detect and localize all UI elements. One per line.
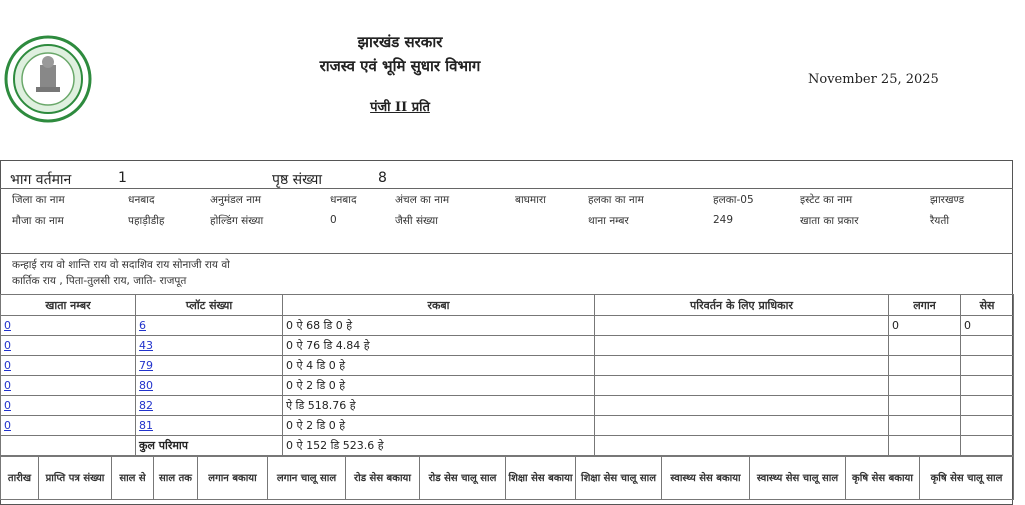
col-health-current: स्वास्थ्य सेस चालू साल bbox=[750, 457, 846, 500]
col-pradhikar: परिवर्तन के लिए प्राधिकार bbox=[595, 295, 889, 316]
col-lagan: लगान bbox=[889, 295, 961, 316]
total-rakba: 0 ऐ 152 डि 523.6 हे bbox=[283, 436, 595, 456]
pradhikar-cell bbox=[595, 356, 889, 376]
bhag-value: 1 bbox=[118, 170, 127, 186]
plot-link[interactable]: 6 bbox=[139, 319, 146, 332]
total-label: कुल परिमाप bbox=[136, 436, 283, 456]
khata-link[interactable]: 0 bbox=[4, 319, 11, 332]
holding-label: होल्डिंग संख्या bbox=[210, 215, 264, 227]
ses-cell bbox=[961, 416, 1014, 436]
plot-link[interactable]: 79 bbox=[139, 359, 153, 372]
total-row bbox=[1, 436, 1014, 456]
plot-link[interactable]: 43 bbox=[139, 339, 153, 352]
khata-table bbox=[0, 294, 1014, 456]
ses-cell bbox=[961, 376, 1014, 396]
pradhikar-cell bbox=[595, 416, 889, 436]
page-value: 8 bbox=[378, 170, 387, 186]
rakba-cell: ऐ डि 518.76 हे bbox=[283, 396, 595, 416]
lagan-cell bbox=[889, 336, 961, 356]
bhag-label: भाग वर्तमान bbox=[10, 172, 72, 188]
rakba-cell: 0 ऐ 4 डि 0 हे bbox=[283, 356, 595, 376]
subdivision-value: धनबाद bbox=[330, 194, 357, 206]
estate-value: झारखण्ड bbox=[930, 194, 965, 206]
table-row bbox=[1, 416, 1014, 436]
table-header-row bbox=[1, 295, 1014, 316]
thana-label: थाना नम्बर bbox=[588, 215, 629, 227]
ses-cell bbox=[961, 336, 1014, 356]
col-year-to: साल तक bbox=[154, 457, 198, 500]
plot-link[interactable]: 80 bbox=[139, 379, 153, 392]
table-row bbox=[1, 396, 1014, 416]
khata-link[interactable]: 0 bbox=[4, 339, 11, 352]
lagan-cell bbox=[889, 416, 961, 436]
col-lagan-dues: लगान बकाया bbox=[198, 457, 268, 500]
khata-link[interactable]: 0 bbox=[4, 359, 11, 372]
khata-type-label: खाता का प्रकार bbox=[800, 215, 859, 227]
jaisi-label: जैसी संख्या bbox=[395, 215, 438, 227]
pradhikar-cell bbox=[595, 316, 889, 336]
lagan-cell bbox=[889, 376, 961, 396]
rakba-cell: 0 ऐ 2 डि 0 हे bbox=[283, 416, 595, 436]
report-date: November 25, 2025 bbox=[808, 72, 939, 87]
circle-label: अंचल का नाम bbox=[395, 194, 450, 206]
dues-header-row bbox=[1, 457, 1014, 500]
dues-table bbox=[0, 456, 1014, 500]
pradhikar-cell bbox=[595, 336, 889, 356]
rakba-cell: 0 ऐ 2 डि 0 हे bbox=[283, 376, 595, 396]
rakba-cell: 0 ऐ 76 डि 4.84 हे bbox=[283, 336, 595, 356]
khata-type-value: रैयती bbox=[930, 215, 950, 227]
ses-cell: 0 bbox=[961, 316, 1014, 336]
table-row bbox=[1, 316, 1014, 336]
col-agri-current: कृषि सेस चालू साल bbox=[920, 457, 1014, 500]
document-title: पंजी II प्रति bbox=[370, 100, 430, 115]
khata-link[interactable]: 0 bbox=[4, 399, 11, 412]
estate-label: इस्टेट का नाम bbox=[800, 194, 853, 206]
table-row bbox=[1, 336, 1014, 356]
owner-line-2: कार्तिक राय , पिता-तुलसी राय, जाति- राजपूत bbox=[12, 275, 187, 287]
col-khata: खाता नम्बर bbox=[1, 295, 136, 316]
district-value: धनबाद bbox=[128, 194, 155, 206]
col-edu-current: शिक्षा सेस चालू साल bbox=[576, 457, 662, 500]
halka-label: हलका का नाम bbox=[588, 194, 644, 206]
col-edu-dues: शिक्षा सेस बकाया bbox=[506, 457, 576, 500]
col-tarikh: तारीख bbox=[1, 457, 39, 500]
lagan-cell bbox=[889, 396, 961, 416]
govt-name: झारखंड सरकार bbox=[357, 33, 443, 51]
table-row bbox=[1, 356, 1014, 376]
khata-link[interactable]: 0 bbox=[4, 379, 11, 392]
holding-value: 0 bbox=[330, 214, 337, 226]
col-rakba: रकबा bbox=[283, 295, 595, 316]
table-row bbox=[1, 376, 1014, 396]
district-label: जिला का नाम bbox=[12, 194, 65, 206]
ses-cell bbox=[961, 356, 1014, 376]
thana-value: 249 bbox=[713, 214, 734, 226]
col-plot: प्लॉट संख्या bbox=[136, 295, 283, 316]
lagan-cell: 0 bbox=[889, 316, 961, 336]
circle-value: बाघमारा bbox=[515, 194, 546, 206]
subdivision-label: अनुमंडल नाम bbox=[210, 194, 262, 206]
divider bbox=[0, 188, 1013, 189]
ses-cell bbox=[961, 396, 1014, 416]
col-health-dues: स्वास्थ्य सेस बकाया bbox=[662, 457, 750, 500]
mauza-value: पहाड़ीडीह bbox=[128, 215, 165, 227]
halka-value: हलका-05 bbox=[713, 194, 754, 206]
divider bbox=[0, 253, 1013, 254]
col-road-current: रोड सेस चालू साल bbox=[420, 457, 506, 500]
mauza-label: मौजा का नाम bbox=[12, 215, 64, 227]
rakba-cell: 0 ऐ 68 डि 0 हे bbox=[283, 316, 595, 336]
plot-link[interactable]: 81 bbox=[139, 419, 153, 432]
col-ses: सेस bbox=[961, 295, 1014, 316]
col-agri-dues: कृषि सेस बकाया bbox=[846, 457, 920, 500]
col-lagan-current: लगान चालू साल bbox=[268, 457, 346, 500]
col-receipt: प्राप्ति पत्र संख्या bbox=[39, 457, 112, 500]
pradhikar-cell bbox=[595, 396, 889, 416]
khata-link[interactable]: 0 bbox=[4, 419, 11, 432]
page-label: पृष्ठ संख्या bbox=[272, 172, 323, 188]
col-year-from: साल से bbox=[112, 457, 154, 500]
lagan-cell bbox=[889, 356, 961, 376]
pradhikar-cell bbox=[595, 376, 889, 396]
dept-name: राजस्व एवं भूमि सुधार विभाग bbox=[319, 57, 481, 75]
plot-link[interactable]: 82 bbox=[139, 399, 153, 412]
col-road-dues: रोड सेस बकाया bbox=[346, 457, 420, 500]
owner-line-1: कन्हाई राय वो शान्ति राय वो सदाशिव राय सोनाजी राय वो bbox=[12, 259, 230, 271]
